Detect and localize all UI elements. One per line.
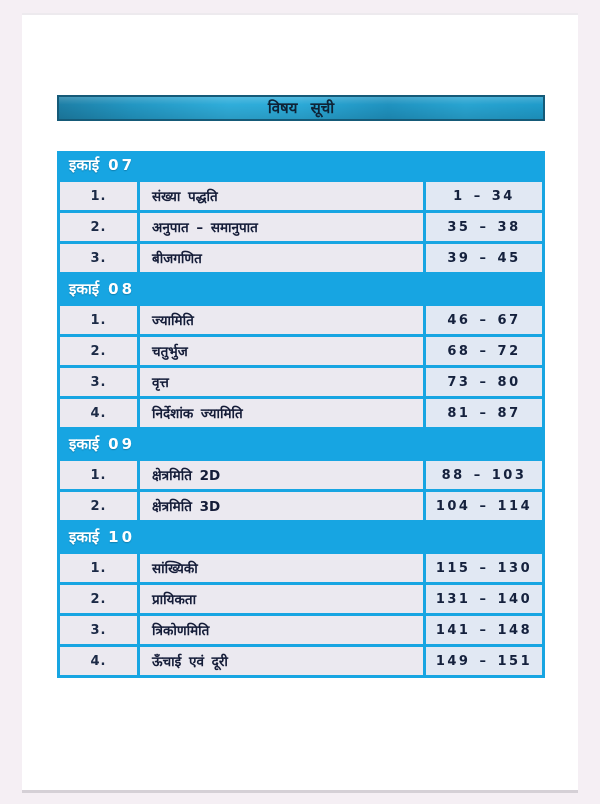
row-serial: 3. <box>60 244 137 272</box>
row-serial: 1. <box>60 306 137 334</box>
table-row <box>60 461 542 489</box>
row-pages: 115 – 130 <box>426 554 542 582</box>
row-pages: 1 – 34 <box>426 182 542 210</box>
row-title: सांख्यिकी <box>140 554 423 582</box>
table-row <box>60 647 542 675</box>
row-title: क्षेत्रमिति 2D <box>140 461 423 489</box>
row-serial: 4. <box>60 647 137 675</box>
unit-header-09 <box>57 430 545 458</box>
toc-title-bar <box>57 95 545 121</box>
row-serial: 1. <box>60 554 137 582</box>
row-pages: 46 – 67 <box>426 306 542 334</box>
table-row <box>60 585 542 613</box>
row-title: त्रिकोणमिति <box>140 616 423 644</box>
row-title: बीजगणित <box>140 244 423 272</box>
table-row <box>60 182 542 210</box>
row-serial: 3. <box>60 616 137 644</box>
row-pages: 131 – 140 <box>426 585 542 613</box>
table-row <box>60 368 542 396</box>
row-serial: 3. <box>60 368 137 396</box>
table-row <box>60 399 542 427</box>
row-pages: 39 – 45 <box>426 244 542 272</box>
table-row <box>60 616 542 644</box>
row-serial: 2. <box>60 492 137 520</box>
row-serial: 2. <box>60 213 137 241</box>
row-pages: 149 – 151 <box>426 647 542 675</box>
row-pages: 88 – 103 <box>426 461 542 489</box>
row-title: ज्यामिति <box>140 306 423 334</box>
row-title: ऊँचाई एवं दूरी <box>140 647 423 675</box>
unit-number: 08 <box>108 280 136 298</box>
unit-number: 09 <box>108 435 136 453</box>
unit-number: 07 <box>108 156 136 174</box>
page-title: विषय सूची <box>267 99 335 117</box>
table-row <box>60 213 542 241</box>
row-title: क्षेत्रमिति 3D <box>140 492 423 520</box>
document-page <box>22 13 578 793</box>
row-pages: 104 – 114 <box>426 492 542 520</box>
row-pages: 73 – 80 <box>426 368 542 396</box>
row-serial: 2. <box>60 585 137 613</box>
table-row <box>60 337 542 365</box>
row-pages: 68 – 72 <box>426 337 542 365</box>
row-serial: 2. <box>60 337 137 365</box>
unit-label: इकाई <box>69 280 100 298</box>
row-title: प्रायिकता <box>140 585 423 613</box>
toc-table <box>57 151 545 678</box>
row-title: संख्या पद्धति <box>140 182 423 210</box>
row-pages: 141 – 148 <box>426 616 542 644</box>
row-title: अनुपात – समानुपात <box>140 213 423 241</box>
table-row <box>60 554 542 582</box>
row-serial: 4. <box>60 399 137 427</box>
unit-header-10 <box>57 523 545 551</box>
row-serial: 1. <box>60 461 137 489</box>
table-row <box>60 492 542 520</box>
unit-label: इकाई <box>69 435 100 453</box>
row-title: चतुर्भुज <box>140 337 423 365</box>
row-serial: 1. <box>60 182 137 210</box>
row-pages: 81 – 87 <box>426 399 542 427</box>
unit-header-07 <box>57 151 545 179</box>
unit-label: इकाई <box>69 528 100 546</box>
unit-label: इकाई <box>69 156 100 174</box>
table-row <box>60 244 542 272</box>
row-title: निर्देशांक ज्यामिति <box>140 399 423 427</box>
row-pages: 35 – 38 <box>426 213 542 241</box>
unit-header-08 <box>57 275 545 303</box>
table-row <box>60 306 542 334</box>
unit-number: 10 <box>108 528 136 546</box>
row-title: वृत्त <box>140 368 423 396</box>
